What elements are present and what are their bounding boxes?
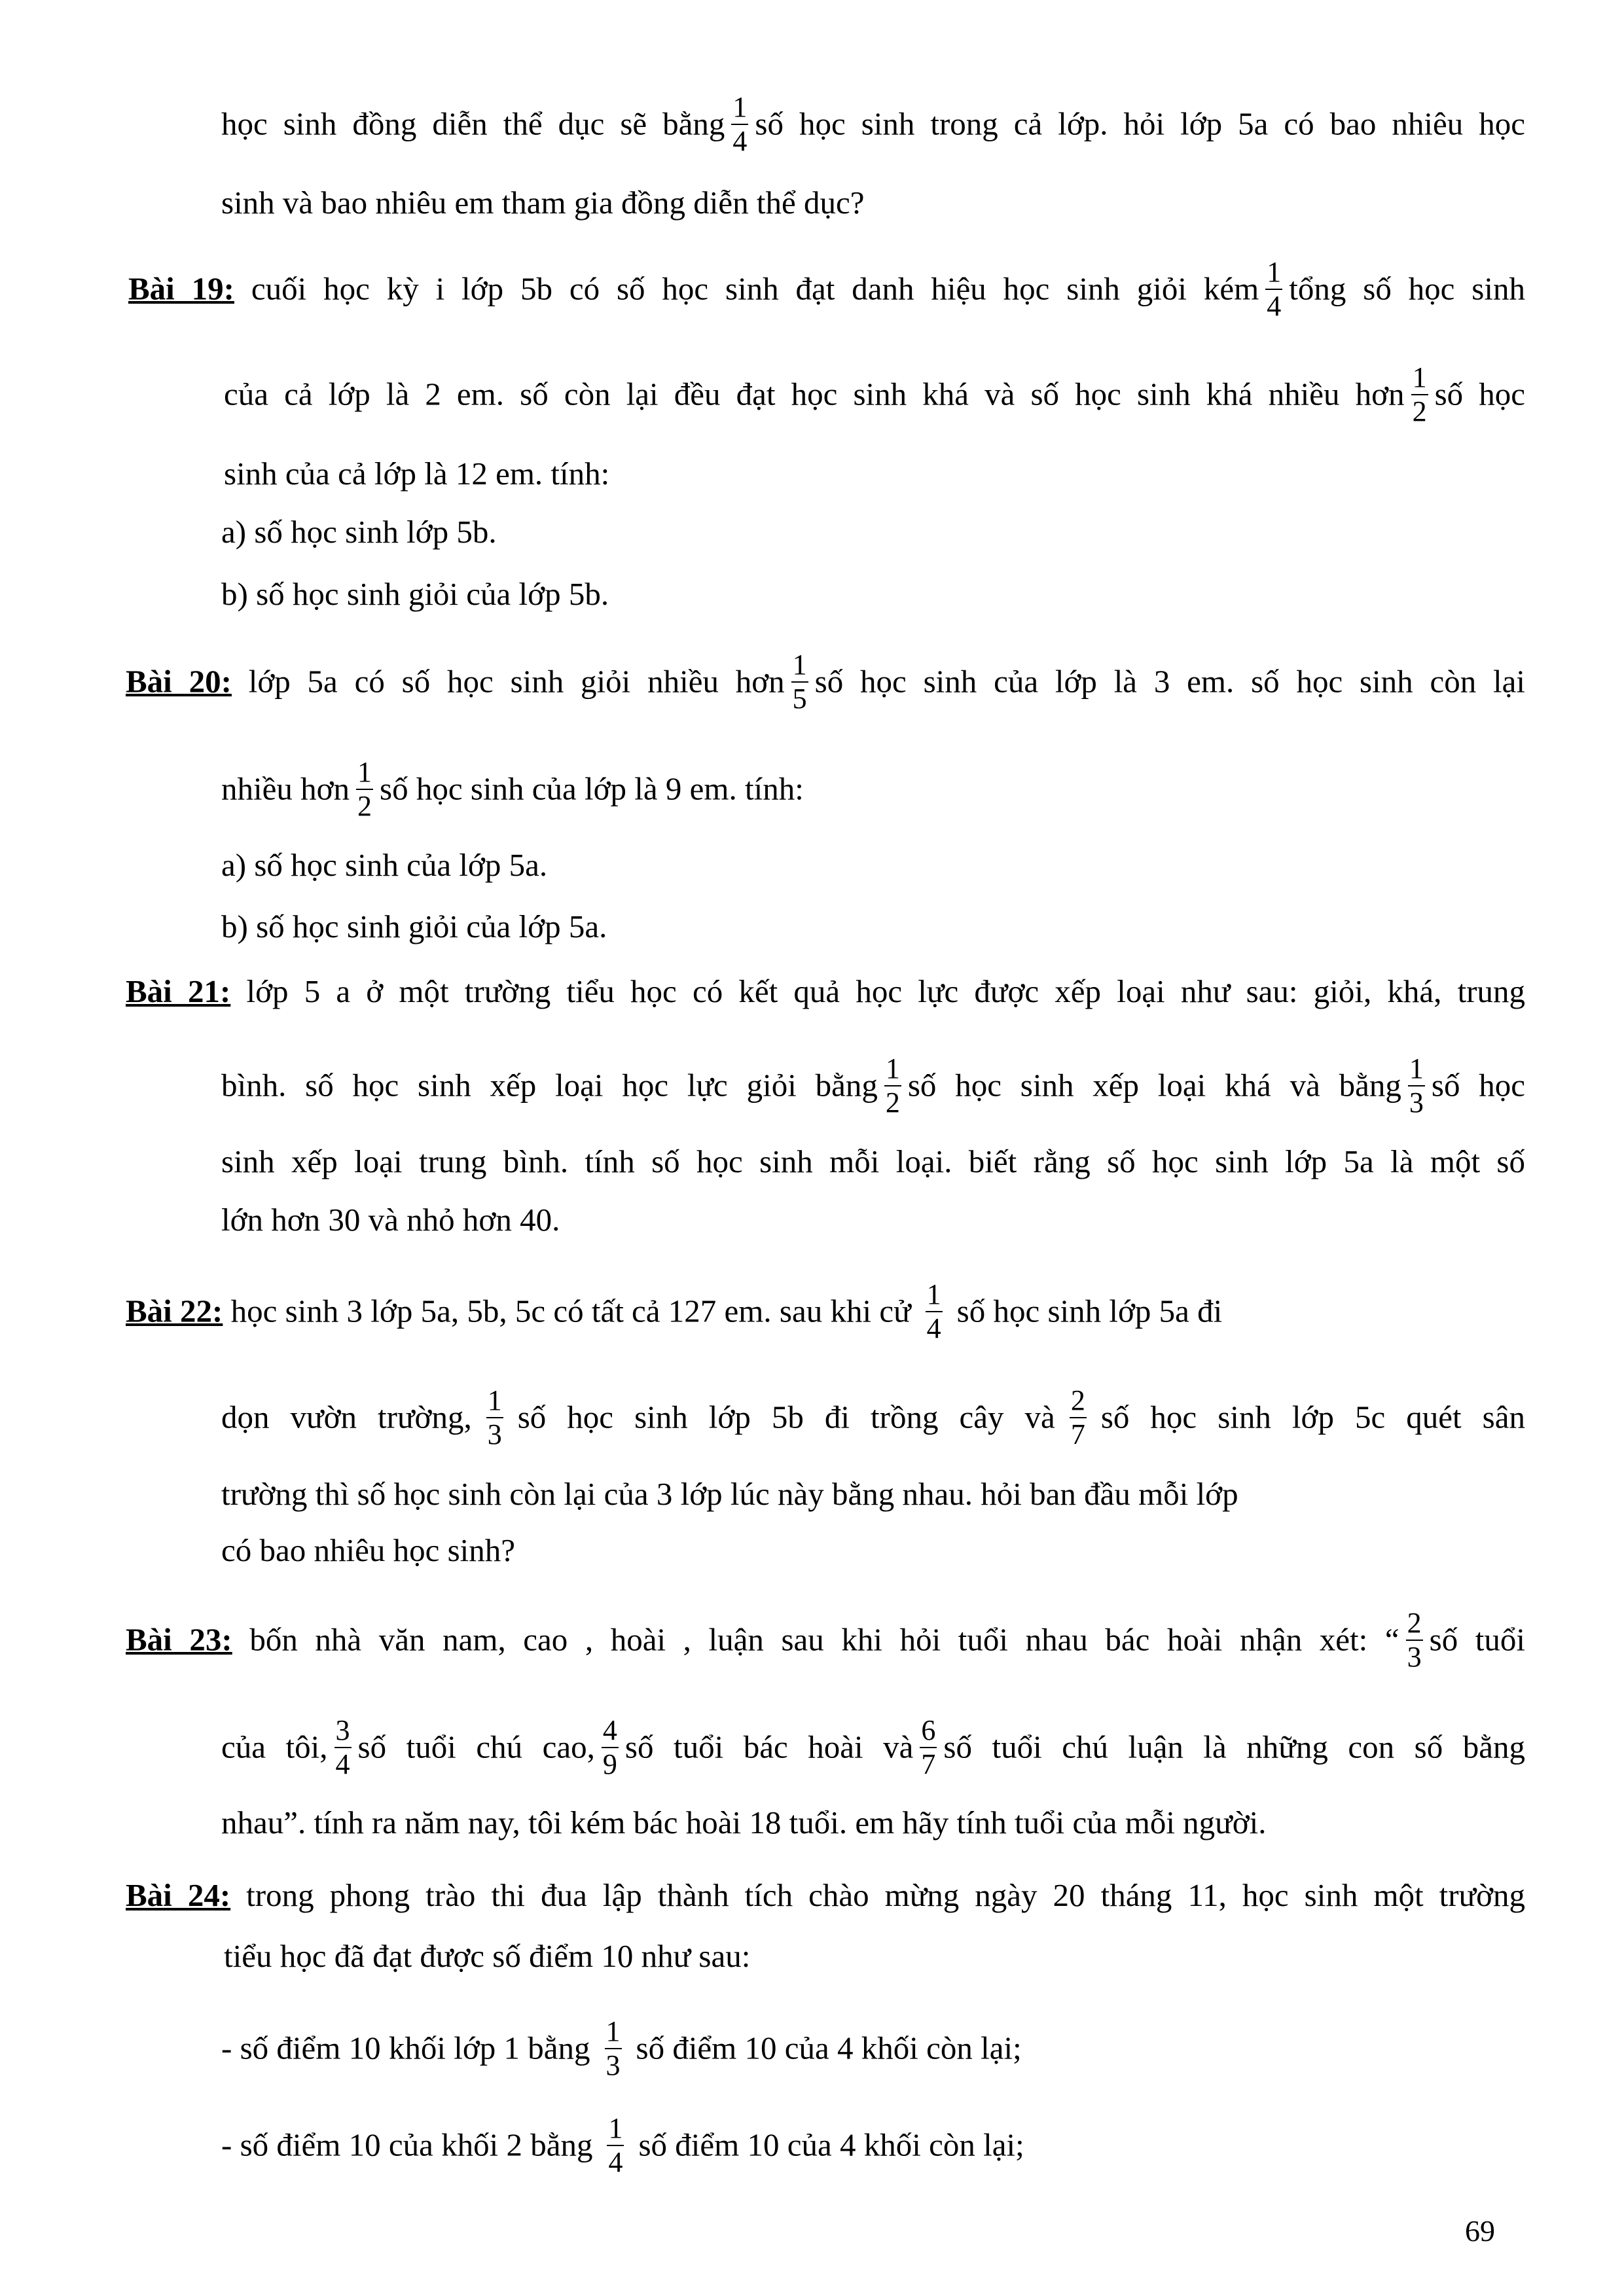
text-fragment: cuối học kỳ i lớp 5b có số học sinh đạt danh hiệu học sinh giỏi kém — [251, 270, 1259, 307]
exercise-label: Bài 22: — [126, 1293, 223, 1329]
fraction — [1265, 258, 1282, 321]
text-fragment: nhau”. tính ra năm nay, tôi kém bác hoài 18 tuổi. em hãy tính tuổi của mỗi người. — [221, 1804, 1267, 1840]
fraction-denominator: 3 — [1409, 1086, 1424, 1119]
fraction-numerator: 1 — [356, 758, 373, 790]
text-fragment: tiểu học đã đạt được số điểm 10 như sau: — [224, 1938, 751, 1974]
exercise-20-item-a — [221, 846, 547, 885]
text-fragment: số học sinh xếp loại khá và bằng — [907, 1067, 1401, 1103]
exercise-21-line-3 — [221, 1142, 1525, 1181]
fraction-denominator: 2 — [1412, 395, 1427, 427]
text-fragment: số tuổi chú luận là những con số bằng — [943, 1729, 1525, 1765]
text-fragment: số tuổi — [1429, 1621, 1526, 1658]
text-fragment: có bao nhiêu học sinh? — [221, 1532, 516, 1568]
exercise-label: Bài 21: — [126, 973, 231, 1009]
exercise-20-line-2 — [221, 756, 804, 823]
fraction — [1070, 1386, 1087, 1449]
exercise-23-line-3 — [221, 1803, 1267, 1842]
exercise-22-line-1 — [126, 1278, 1223, 1346]
text-fragment: dọn vườn trường, — [221, 1399, 472, 1435]
text-line — [221, 183, 864, 223]
fraction — [920, 1716, 937, 1779]
text-fragment: tổng số học sinh — [1289, 270, 1525, 307]
text-fragment: trường thì số học sinh còn lại của 3 lớp lúc này bằng nhau. hỏi ban đầu mỗi lớp — [221, 1476, 1238, 1512]
fraction — [731, 93, 748, 156]
fraction — [791, 651, 808, 713]
exercise-19-line-2 — [224, 361, 1525, 429]
fraction-numerator: 1 — [791, 651, 808, 683]
text-fragment: - số điểm 10 khối lớp 1 bằng — [221, 2030, 590, 2066]
exercise-23-line-2 — [221, 1714, 1525, 1782]
exercise-label: Bài 19: — [128, 270, 234, 307]
fraction-numerator: 1 — [1265, 258, 1282, 290]
text-fragment: - số điểm 10 của khối 2 bằng — [221, 2126, 593, 2163]
text-fragment: số tuổi chú cao, — [357, 1729, 595, 1765]
text-fragment: số điểm 10 của 4 khối còn lại; — [636, 2030, 1022, 2066]
exercise-24-item-1 — [221, 2015, 1022, 2083]
exercise-21-line-4 — [221, 1200, 560, 1240]
text-fragment: số tuổi bác hoài và — [624, 1729, 914, 1765]
fraction-numerator: 1 — [607, 2114, 624, 2146]
fraction — [486, 1386, 503, 1449]
text-fragment: a) số học sinh của lớp 5a. — [221, 847, 548, 883]
page-number: 69 — [1465, 2214, 1495, 2248]
exercise-19-item-a — [221, 512, 497, 552]
fraction — [607, 2114, 624, 2177]
fraction-numerator: 4 — [602, 1716, 619, 1748]
text-fragment: số học sinh lớp 5a đi — [956, 1293, 1223, 1329]
text-fragment: số học sinh của lớp là 9 em. tính: — [380, 770, 804, 807]
text-fragment: b) số học sinh giỏi của lớp 5b. — [221, 576, 609, 612]
exercise-19-line-1 — [128, 256, 1525, 323]
text-line — [221, 91, 1525, 158]
fraction — [334, 1716, 352, 1779]
fraction — [1411, 363, 1428, 426]
fraction-denominator: 4 — [732, 125, 748, 157]
fraction — [602, 1716, 619, 1779]
exercise-22-line-3 — [221, 1475, 1238, 1514]
fraction-numerator: 1 — [926, 1280, 943, 1312]
exercise-24-line-2 — [224, 1937, 750, 1976]
text-fragment: của tôi, — [221, 1729, 328, 1765]
fraction-denominator: 3 — [487, 1418, 502, 1450]
fraction-numerator: 2 — [1406, 1609, 1423, 1641]
text-fragment: số học — [1434, 376, 1525, 412]
text-fragment: học sinh 3 lớp 5a, 5b, 5c có tất cả 127 em. sau khi cử — [230, 1293, 911, 1329]
fraction-denominator: 4 — [1267, 290, 1282, 322]
exercise-22-line-4 — [221, 1531, 515, 1570]
text-fragment: số điểm 10 của 4 khối còn lại; — [638, 2126, 1024, 2163]
exercise-20-line-1 — [126, 649, 1525, 716]
exercise-21-line-1 — [126, 972, 1525, 1011]
text-fragment: lớn hơn 30 và nhỏ hơn 40. — [221, 1202, 560, 1238]
exercise-19-line-3 — [224, 454, 609, 493]
text-fragment: số học sinh lớp 5b đi trồng cây và — [517, 1399, 1055, 1435]
text-fragment: lớp 5a có số học sinh giỏi nhiều hơn — [248, 663, 785, 700]
fraction-numerator: 1 — [884, 1054, 901, 1086]
exercise-label: Bài 23: — [126, 1621, 232, 1658]
text-fragment: sinh xếp loại trung bình. tính số học sinh mỗi loại. biết rằng số học sinh lớp 5a là một số — [221, 1143, 1525, 1179]
text-fragment: của cả lớp là 2 em. số còn lại đều đạt học sinh khá và số học sinh khá nhiều hơn — [224, 376, 1405, 412]
fraction-denominator: 9 — [602, 1748, 617, 1780]
exercise-24-line-1 — [126, 1876, 1525, 1915]
fraction-denominator: 2 — [885, 1086, 900, 1119]
text-fragment: số học sinh trong cả lớp. hỏi lớp 5a có bao nhiêu học — [755, 105, 1525, 142]
fraction-denominator: 5 — [792, 683, 807, 715]
fraction — [605, 2017, 622, 2080]
fraction — [926, 1280, 943, 1343]
fraction-denominator: 4 — [926, 1312, 941, 1344]
text-fragment: trong phong trào thi đua lập thành tích chào mừng ngày 20 tháng 11, học sinh một trường — [246, 1877, 1526, 1913]
exercise-label: Bài 24: — [126, 1877, 231, 1913]
fraction-numerator: 6 — [920, 1716, 937, 1748]
fraction-numerator: 2 — [1070, 1386, 1087, 1418]
fraction-numerator: 1 — [605, 2017, 622, 2049]
fraction-denominator: 7 — [1070, 1418, 1085, 1450]
text-fragment: số học — [1431, 1067, 1525, 1103]
text-fragment: nhiều hơn — [221, 770, 350, 807]
fraction — [1406, 1609, 1423, 1672]
fraction-denominator: 4 — [335, 1748, 350, 1780]
text-fragment: học sinh đồng diễn thể dục sẽ bằng — [221, 105, 725, 142]
text-fragment: số học sinh lớp 5c quét sân — [1100, 1399, 1525, 1435]
text-fragment: bốn nhà văn nam, cao , hoài , luận sau khi hỏi tuổi nhau bác hoài nhận xét: “ — [249, 1621, 1399, 1658]
fraction — [356, 758, 373, 821]
fraction-numerator: 1 — [486, 1386, 503, 1418]
fraction — [1408, 1054, 1425, 1117]
fraction-numerator: 1 — [731, 93, 748, 125]
fraction-denominator: 2 — [357, 790, 372, 822]
fraction-numerator: 1 — [1408, 1054, 1425, 1086]
fraction-denominator: 3 — [1407, 1641, 1422, 1673]
exercise-20-item-b — [221, 907, 607, 946]
fraction-denominator: 4 — [608, 2146, 623, 2178]
exercise-23-line-1 — [126, 1607, 1526, 1674]
text-fragment: số học sinh của lớp là 3 em. số học sinh còn lại — [814, 663, 1525, 700]
text-fragment: sinh và bao nhiêu em tham gia đồng diễn thể dục? — [221, 185, 865, 221]
fraction-numerator: 3 — [334, 1716, 352, 1748]
exercise-label: Bài 20: — [126, 663, 232, 700]
text-fragment: b) số học sinh giỏi của lớp 5a. — [221, 908, 607, 944]
text-fragment: bình. số học sinh xếp loại học lực giỏi bằng — [221, 1067, 878, 1103]
exercise-19-item-b — [221, 575, 609, 614]
fraction-numerator: 1 — [1411, 363, 1428, 395]
text-fragment: lớp 5 a ở một trường tiểu học có kết quả học lực được xếp loại như sau: giỏi, khá, trung — [246, 973, 1525, 1009]
text-fragment: sinh của cả lớp là 12 em. tính: — [224, 456, 610, 492]
exercise-21-line-2 — [221, 1052, 1525, 1120]
fraction — [884, 1054, 901, 1117]
fraction-denominator: 3 — [605, 2049, 621, 2081]
exercise-22-line-2 — [221, 1384, 1525, 1452]
text-fragment: a) số học sinh lớp 5b. — [221, 514, 497, 550]
fraction-denominator: 7 — [921, 1748, 936, 1780]
exercise-24-item-2 — [221, 2112, 1024, 2179]
